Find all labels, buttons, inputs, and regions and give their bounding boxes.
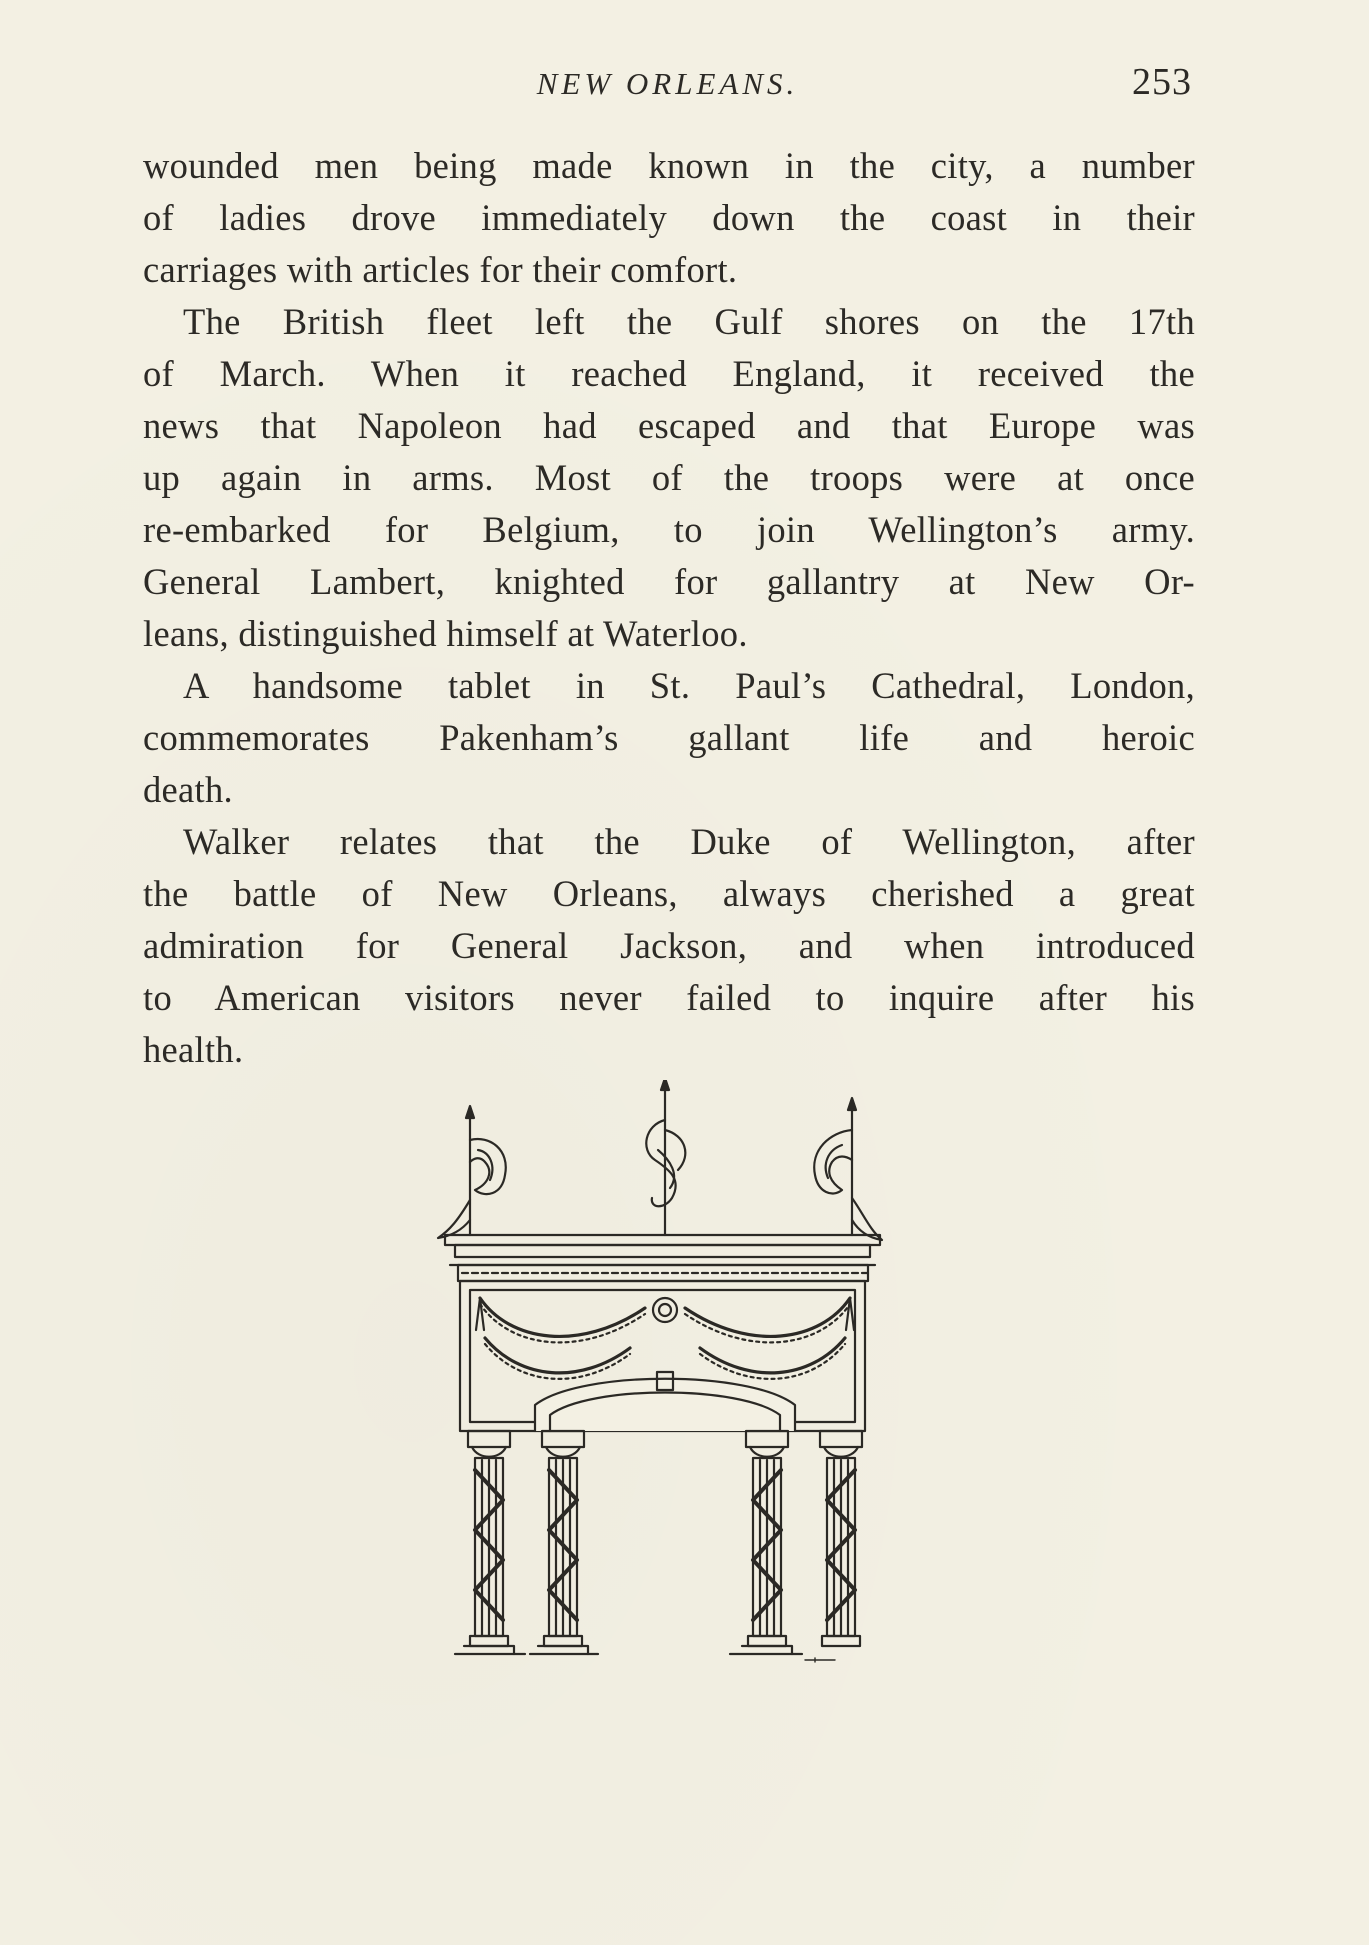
paragraph	[143, 296, 1195, 660]
text-line: Walker relates that the Duke of Wellington, after	[183, 821, 1195, 862]
text-line: The British fleet left the Gulf shores on the 17th	[183, 301, 1195, 342]
text-line: news that Napoleon had escaped and that Europe was	[143, 405, 1195, 446]
tablet-monument-engraving-icon	[430, 1080, 900, 1680]
text-line: health.	[143, 1029, 244, 1070]
text-line: commemorates Pakenham’s gallant life and heroic	[143, 717, 1195, 758]
text-line: of ladies drove immediately down the coast in their	[143, 197, 1195, 238]
text-line: to American visitors never failed to inquire after his	[143, 977, 1195, 1018]
paragraph	[143, 140, 1195, 296]
text-line: General Lambert, knighted for gallantry at New Or-	[143, 561, 1195, 602]
text-line: up again in arms. Most of the troops were at once	[143, 457, 1195, 498]
text-line: the battle of New Orleans, always cherished a great	[143, 873, 1195, 914]
running-head	[140, 60, 1195, 110]
text-line: of March. When it reached England, it received the	[143, 353, 1195, 394]
text-line: death.	[143, 769, 233, 810]
tablet-monument-illustration	[430, 1080, 900, 1680]
text-line: carriages with articles for their comfort.	[143, 249, 738, 290]
paragraph	[143, 660, 1195, 816]
text-line: re-embarked for Belgium, to join Wellington’s army.	[143, 509, 1195, 550]
running-title: NEW ORLEANS.	[536, 66, 799, 101]
text-line: admiration for General Jackson, and when introduced	[143, 925, 1195, 966]
paragraph	[143, 816, 1195, 1076]
body-text	[143, 140, 1195, 1076]
text-line: A handsome tablet in St. Paul’s Cathedral, London,	[183, 665, 1195, 706]
text-line: wounded men being made known in the city, a number	[143, 145, 1195, 186]
text-line: leans, distinguished himself at Waterloo.	[143, 613, 748, 654]
page-number: 253	[1132, 61, 1192, 103]
